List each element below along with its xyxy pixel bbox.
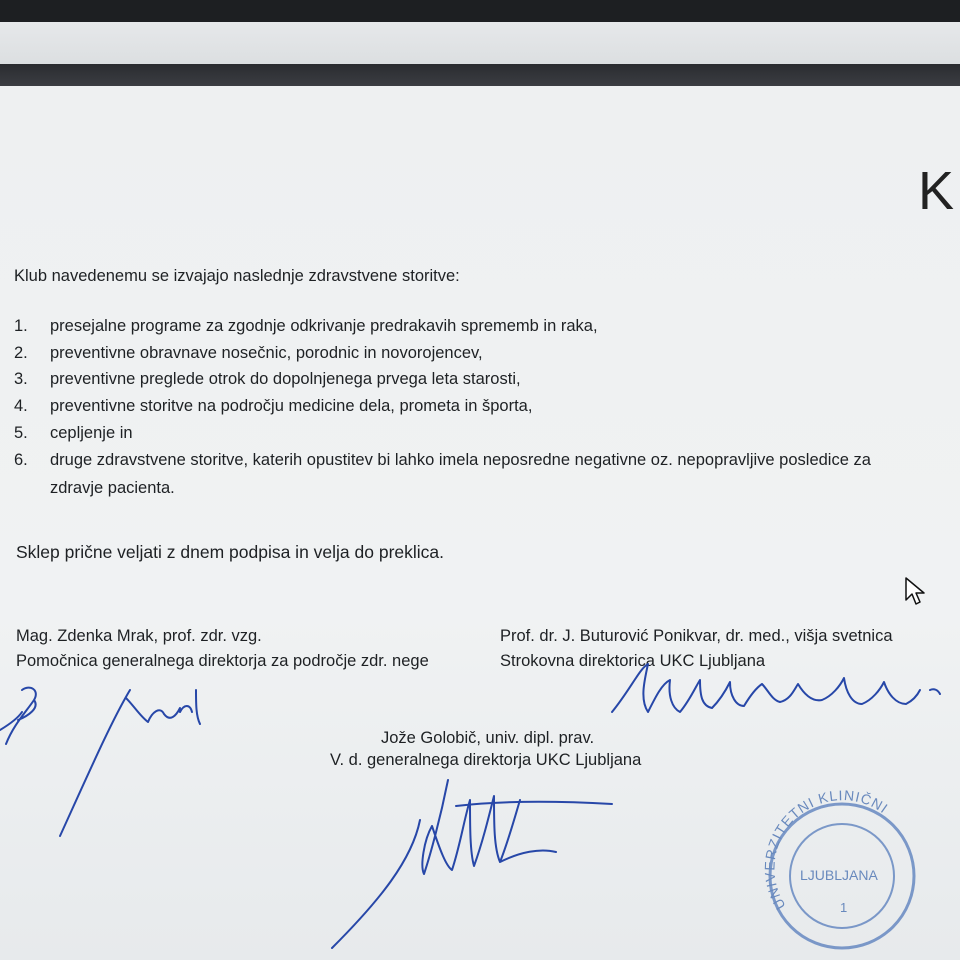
list-number: 3. (14, 370, 28, 388)
list-item-continuation: zdravje pacienta. (50, 479, 175, 497)
list-text: preventivne storitve na področju medicine dela, prometa in športa, (50, 397, 533, 415)
list-text: cepljenje in (50, 424, 133, 442)
list-number: 5. (14, 424, 28, 442)
stamp-arc-text: UNIVERZITETNI KLINIČNI (761, 786, 892, 913)
closing-statement: Sklep prične veljati z dnem podpisa in velja do preklica. (16, 542, 445, 562)
list-text: presejalne programe za zgodnje odkrivanje predrakavih sprememb in raka, (50, 317, 598, 335)
right-signatory-name: Prof. dr. J. Buturović Ponikvar, dr. med., višja svetnica (500, 627, 893, 645)
center-signatory-name: Jože Golobič, univ. dipl. prav. (381, 729, 595, 747)
stamp-city-text: LJUBLJANA (800, 867, 878, 883)
center-signature (332, 780, 612, 948)
left-signature (0, 688, 200, 836)
list-number: 2. (14, 344, 28, 362)
right-signature (612, 664, 940, 712)
corner-letter: K (918, 161, 953, 221)
list-text: druge zdravstvene storitve, katerih opustitev bi lahko imela neposredne negativne oz. nepopravljive posledice za (50, 451, 871, 469)
intro-text: Klub navedenemu se izvajajo naslednje zdravstvene storitve: (14, 267, 460, 285)
list-text: preventivne preglede otrok do dopolnjenega prvega leta starosti, (50, 370, 521, 388)
center-signatory-title: V. d. generalnega direktorja UKC Ljubljana (330, 751, 642, 769)
mouse-cursor-icon (904, 576, 928, 608)
list-number: 1. (14, 317, 28, 335)
stamp-number-text: 1 (840, 900, 848, 915)
list-number: 4. (14, 397, 28, 415)
left-signatory-title: Pomočnica generalnega direktorja za področje zdr. nege (16, 652, 429, 670)
right-signatory-title: Strokovna direktorica UKC Ljubljana (500, 652, 766, 670)
list-text: preventivne obravnave nosečnic, porodnic in novorojencev, (50, 344, 483, 362)
stamp-seal (761, 787, 914, 948)
left-signatory-name: Mag. Zdenka Mrak, prof. zdr. vzg. (16, 627, 262, 645)
list-number: 6. (14, 451, 28, 469)
